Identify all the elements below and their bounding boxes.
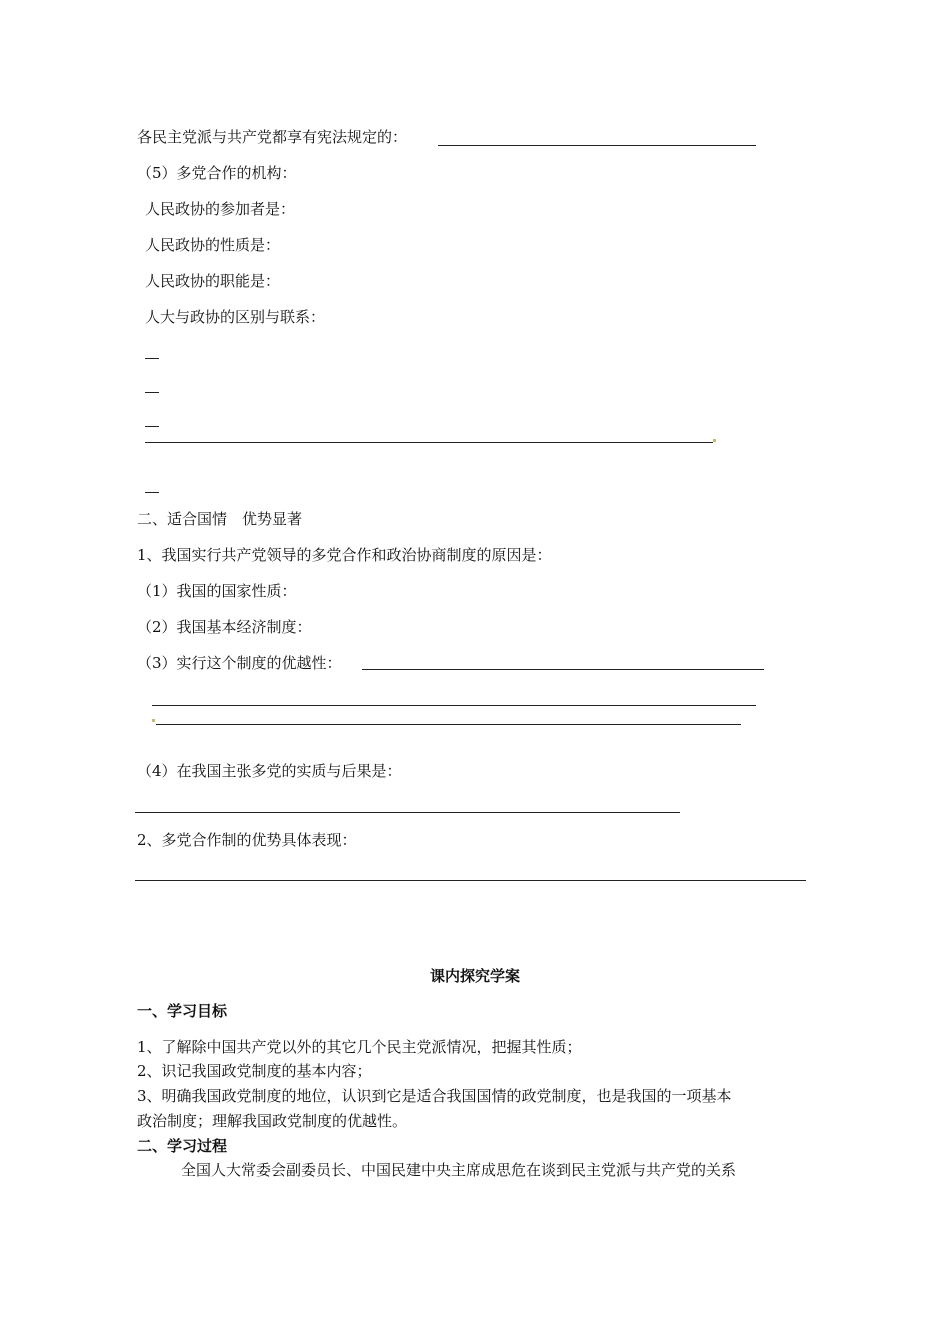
objective-3-line2: 政治制度；理解我国政党制度的优越性。 <box>137 1112 408 1130</box>
question1-4-text: （4）在我国主张多党的实质与后果是： <box>137 762 402 780</box>
question1-3-text: （3）实行这个制度的优越性： <box>137 654 342 672</box>
answer-blank-line[interactable] <box>152 705 756 706</box>
cppcc-nature-text: 人民政协的性质是： <box>145 236 281 254</box>
question2-text: 2、多党合作制的优势具体表现： <box>137 831 357 849</box>
cppcc-functions-text: 人民政协的职能是： <box>145 272 281 290</box>
npc-cppcc-relation-text: 人大与政协的区别与联系： <box>145 308 326 326</box>
process-heading: 二、学习过程 <box>137 1137 228 1155</box>
answer-blank-line[interactable] <box>438 145 756 146</box>
answer-dash[interactable] <box>145 492 159 493</box>
cppcc-participants-text: 人民政协的参加者是： <box>145 200 296 218</box>
anchor-mark <box>152 719 155 722</box>
answer-dash[interactable] <box>145 426 159 427</box>
anchor-mark <box>713 439 716 442</box>
section2-heading: 二、适合国情 优势显著 <box>137 510 303 528</box>
answer-blank-line[interactable] <box>145 442 713 443</box>
answer-blank-line[interactable] <box>135 880 806 881</box>
answer-blank-line[interactable] <box>362 669 764 670</box>
answer-dash[interactable] <box>145 358 159 359</box>
answer-dash[interactable] <box>145 392 159 393</box>
question1-text: 1、我国实行共产党领导的多党合作和政治协商制度的原因是： <box>137 546 552 564</box>
case-title: 课内探究学案 <box>429 967 520 985</box>
objectives-heading: 一、学习目标 <box>137 1002 228 1020</box>
question1-1-text: （1）我国的国家性质： <box>137 582 297 600</box>
objective-2: 2、识记我国政党制度的基本内容； <box>137 1062 372 1080</box>
objective-1: 1、了解除中国共产党以外的其它几个民主党派情况，把握其性质； <box>137 1038 582 1056</box>
answer-blank-line[interactable] <box>135 812 680 813</box>
item5-text: （5）多党合作的机构： <box>137 164 297 182</box>
process-text: 全国人大常委会副委员长、中国民建中央主席成思危在谈到民主党派与共产党的关系 <box>181 1161 737 1179</box>
question1-2-text: （2）我国基本经济制度： <box>137 618 312 636</box>
answer-blank-line[interactable] <box>156 724 741 725</box>
objective-3-line1: 3、明确我国政党制度的地位，认识到它是适合我国国情的政党制度，也是我国的一项基本 <box>137 1087 732 1105</box>
constitution-rights-text: 各民主党派与共产党都享有宪法规定的： <box>137 128 408 146</box>
